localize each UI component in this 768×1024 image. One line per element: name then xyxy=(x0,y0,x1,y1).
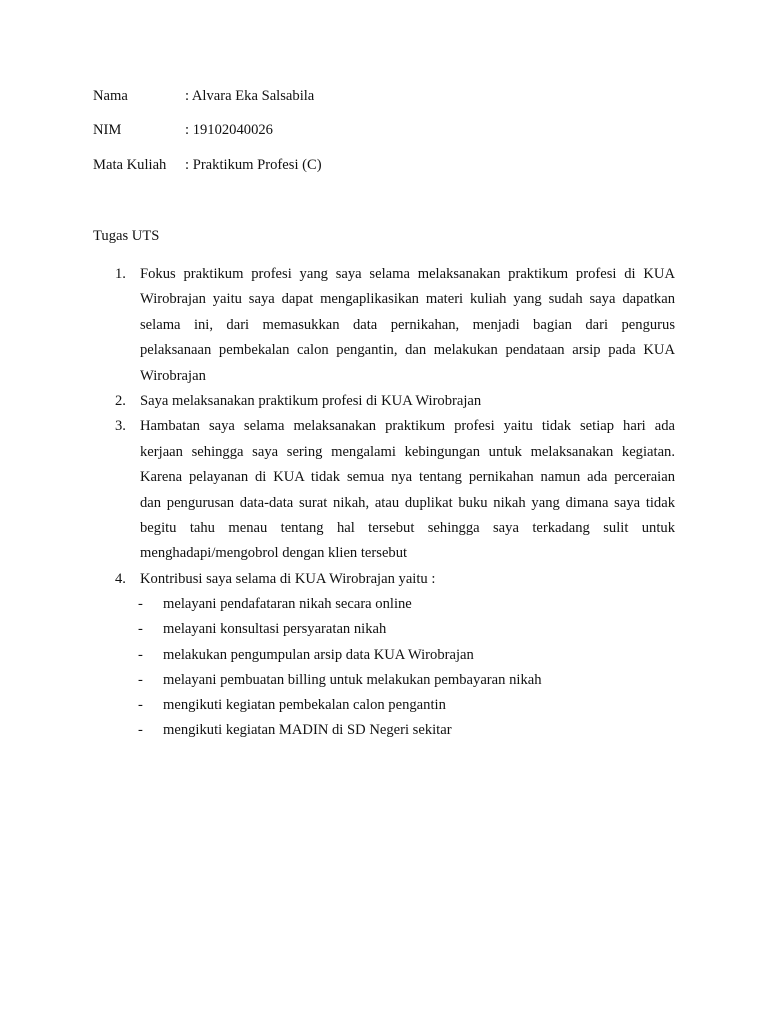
item-1-line-1: Fokus praktikum profesi yang saya selama melaksanakan praktikum profesi di KUA xyxy=(140,266,675,282)
task-list xyxy=(93,262,675,744)
item-2-line-1: Saya melaksanakan praktikum profesi di KUA Wirobrajan xyxy=(140,393,482,410)
list-item-4 xyxy=(93,567,675,744)
sub-item-text: mengikuti kegiatan MADIN di SD Negeri sekitar xyxy=(163,722,452,739)
list-item-1 xyxy=(93,262,675,389)
list-item-3 xyxy=(93,414,675,566)
sub-list-item xyxy=(140,693,675,718)
item-number: 1. xyxy=(115,266,126,282)
sub-list-item xyxy=(140,668,675,693)
item-3-line-5: begitu tahu menau tentang hal tersebut sehingga saya terkadang sulit untuk xyxy=(140,520,675,537)
item-3-line-3: Karena pelayanan di KUA tidak semua nya tentang pernikahan namun ada perceraian xyxy=(140,469,675,486)
item-4-line-1: Kontribusi saya selama di KUA Wirobrajan yaitu : xyxy=(140,570,436,587)
sub-list-item xyxy=(140,643,675,668)
list-item-2 xyxy=(93,389,675,414)
item-number: 4. xyxy=(115,570,126,587)
sub-list-item xyxy=(140,617,675,642)
mata-kuliah-value: : Praktikum Profesi (C) xyxy=(185,157,322,173)
section-title: Tugas UTS xyxy=(93,228,160,244)
item-3-line-4: dan pengurusan data-data surat nikah, atau duplikat buku nikah yang dimana saya tidak xyxy=(140,494,675,511)
item-number: 2. xyxy=(115,393,126,410)
sub-item-text: melakukan pengumpulan arsip data KUA Wirobrajan xyxy=(163,646,474,663)
nim-label: NIM xyxy=(93,122,122,138)
dash-bullet: - xyxy=(138,671,143,688)
item-number: 3. xyxy=(115,418,126,435)
nim-value: : 19102040026 xyxy=(185,122,273,138)
contribution-sublist xyxy=(140,592,675,743)
dash-bullet: - xyxy=(138,596,143,613)
mata-kuliah-label: Mata Kuliah xyxy=(93,157,167,173)
item-3-line-2: kerjaan sehingga saya sering mengalami kebingungan untuk melaksanakan kegiatan. xyxy=(140,443,675,460)
sub-item-text: melayani pendafataran nikah secara online xyxy=(163,596,412,613)
sub-list-item xyxy=(140,592,675,617)
sub-list-item xyxy=(140,718,675,743)
sub-item-text: melayani pembuatan billing untuk melakukan pembayaran nikah xyxy=(163,671,542,688)
item-1-line-4: pelaksanaan pembekalan calon pengantin, dan melakukan pendataan arsip pada KUA xyxy=(140,342,675,359)
dash-bullet: - xyxy=(138,722,143,739)
dash-bullet: - xyxy=(138,697,143,714)
item-1-line-3: selama ini, dari memasukkan data pernikahan, menjadi bagian dari pengurus xyxy=(140,316,675,333)
dash-bullet: - xyxy=(138,621,143,638)
dash-bullet: - xyxy=(138,646,143,663)
nama-value: : Alvara Eka Salsabila xyxy=(185,88,315,104)
sub-item-text: mengikuti kegiatan pembekalan calon pengantin xyxy=(163,697,446,714)
item-3-line-1: Hambatan saya selama melaksanakan praktikum profesi yaitu tidak setiap hari ada xyxy=(140,418,675,435)
item-1-line-5: Wirobrajan xyxy=(140,367,206,384)
item-1-line-2: Wirobrajan yaitu saya dapat mengaplikasikan materi kuliah yang sudah saya dapatkan xyxy=(140,291,675,308)
sub-item-text: melayani konsultasi persyaratan nikah xyxy=(163,621,387,638)
item-3-line-6: menghadapi/mengobrol dengan klien tersebut xyxy=(140,545,408,562)
nama-label: Nama xyxy=(93,88,128,104)
